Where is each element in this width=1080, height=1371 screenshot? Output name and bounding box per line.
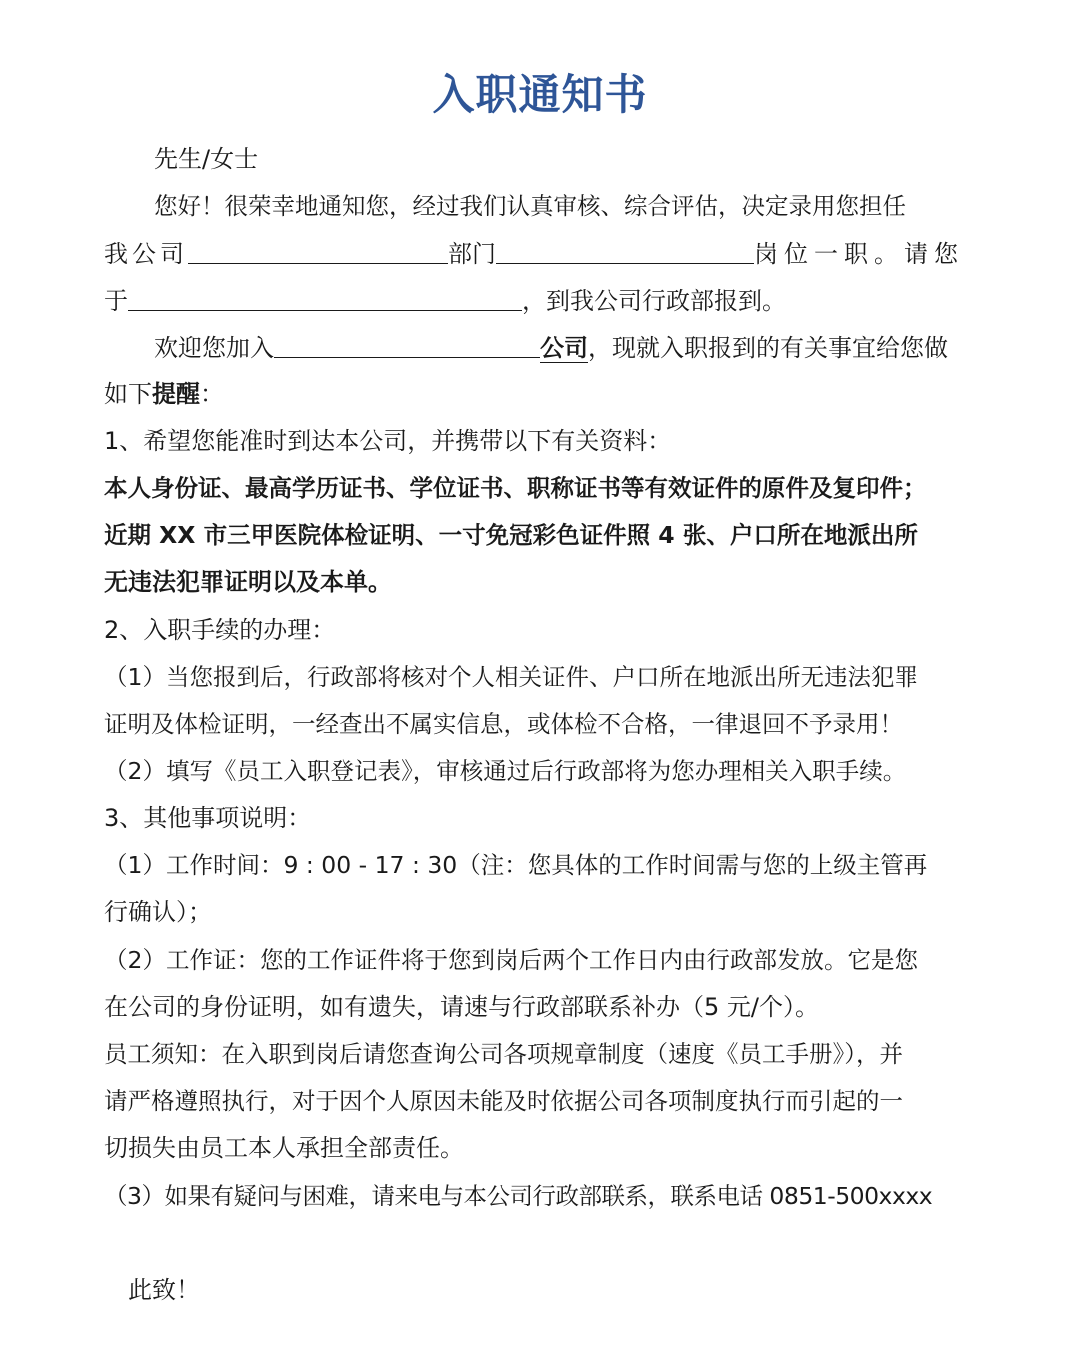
welcome-text-3: 如下 [104, 380, 152, 408]
item3-p3-contact: （3）如果有疑问与困难，请来电与本公司行政部联系，联系电话 0851-500xxxx [104, 1182, 933, 1210]
item1-materials-2: 近期 XX 市三甲医院体检证明、一寸免冠彩色证件照 4 张、户口所在地派出所 [104, 521, 918, 549]
item1-heading: 1、希望您能准时到达本公司，并携带以下有关资料： [104, 427, 672, 455]
item3-p1-line1: （1）工作时间：9 : 00 - 17 : 30（注：您具体的工作时间需与您的上级主管再 [104, 851, 928, 879]
intro-line-3 [104, 284, 978, 318]
item3-p2-line2: 在公司的身份证明，如有遗失，请速与行政部联系补办（5 元/个）。 [104, 993, 819, 1021]
closing: 此致！ [128, 1276, 200, 1304]
intro-company-label: 我公司 [104, 240, 188, 268]
welcome-line-2 [104, 378, 978, 412]
item1-materials-1: 本人身份证、最高学历证书、学位证书、职称证书等有效证件的原件及复印件； [104, 474, 927, 502]
item2-heading: 2、入职手续的办理： [104, 616, 336, 644]
company-blank[interactable] [188, 237, 448, 264]
item2-p1-line2: 证明及体检证明，一经查出不属实信息，或体检不合格，一律退回不予录用！ [104, 710, 903, 738]
document-title: 入职通知书 [432, 70, 648, 119]
welcome-remind: 提醒 [152, 380, 200, 408]
item3-p1-line2: 行确认）； [104, 898, 212, 926]
welcome-text-2: ，现就入职报到的有关事宜给您做 [588, 334, 948, 362]
department-blank[interactable] [496, 237, 754, 264]
item1-materials-3: 无违法犯罪证明以及本单。 [104, 568, 392, 596]
intro-date-label: 于 [104, 287, 128, 315]
welcome-company-word: 公司 [540, 334, 588, 362]
notice-line-2: 请严格遵照执行，对于因个人原因未能及时依据公司各项制度执行而引起的一 [104, 1087, 903, 1115]
welcome-company-blank[interactable] [274, 331, 540, 358]
item2-p2: （2）填写《员工入职登记表》，审核通过后行政部将为您办理相关入职手续。 [104, 757, 907, 785]
item3-p2-line1: （2）工作证：您的工作证件将于您到岗后两个工作日内由行政部发放。它是您 [104, 946, 918, 974]
notice-line-3: 切损失由员工本人承担全部责任。 [104, 1134, 464, 1162]
salutation: 先生/女士 [154, 145, 259, 173]
welcome-text: 欢迎您加入 [154, 334, 274, 362]
item2-p1-line1: （1）当您报到后，行政部将核对个人相关证件、户口所在地派出所无违法犯罪 [104, 663, 918, 691]
intro-report-text: ，到我公司行政部报到。 [522, 287, 786, 315]
intro-line-2 [104, 237, 978, 271]
intro-department-label: 部门 [448, 240, 496, 268]
intro-position-label: 岗位一职。请您 [754, 240, 964, 268]
welcome-colon: ： [200, 380, 224, 408]
date-blank[interactable] [128, 284, 522, 311]
item3-heading: 3、其他事项说明： [104, 804, 312, 832]
welcome-line-1 [154, 331, 978, 365]
intro-line-1: 您好！很荣幸地通知您，经过我们认真审核、综合评估，决定录用您担任 [154, 192, 906, 220]
notice-line-1: 员工须知：在入职到岗后请您查询公司各项规章制度（速度《员工手册》），并 [104, 1040, 903, 1068]
